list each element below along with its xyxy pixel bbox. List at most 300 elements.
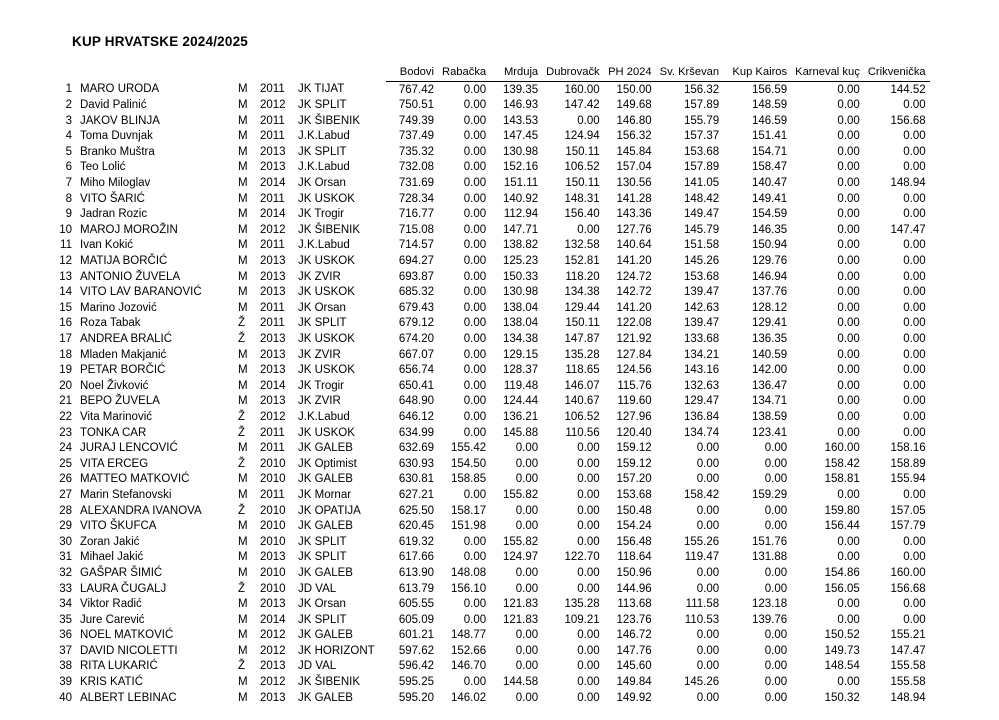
cell-mrduja: 155.82 xyxy=(502,488,539,501)
cell-crikvenicka: 157.79 xyxy=(890,520,926,533)
cell-rank: 19 xyxy=(59,364,72,377)
cell-karnevalski-kup: 0.00 xyxy=(837,613,860,626)
cell-bodovi: 630.93 xyxy=(398,457,434,470)
cell-sv-krsevan: 157.89 xyxy=(683,99,720,112)
cell-rank: 24 xyxy=(59,442,72,455)
cell-bodovi: 619.32 xyxy=(398,535,434,548)
cell-sex: M xyxy=(238,379,248,392)
cell-crikvenicka: 157.05 xyxy=(890,504,926,517)
cell-sv-krsevan: 0.00 xyxy=(696,457,720,470)
cell-name: GAŠPAR ŠIMIĆ xyxy=(80,566,163,579)
cell-karnevalski-kup: 0.00 xyxy=(837,379,860,392)
column-header-sex xyxy=(234,66,256,82)
cell-karnevalski-kup: 0.00 xyxy=(837,598,860,611)
cell-bodovi: 650.41 xyxy=(398,379,434,392)
cell-karnevalski-kup: 0.00 xyxy=(837,270,860,283)
cell-ph-2024: 153.68 xyxy=(616,488,652,501)
cell-sex: M xyxy=(238,99,248,112)
cell-rabacka: 0.00 xyxy=(463,177,487,190)
cell-mrduja: 145.88 xyxy=(502,426,539,439)
cell-sv-krsevan: 153.68 xyxy=(683,270,720,283)
cell-rank: 36 xyxy=(59,629,72,642)
cell-bodovi: 597.62 xyxy=(398,644,434,657)
cell-mrduja: 121.83 xyxy=(502,598,539,611)
cell-bodovi: 625.50 xyxy=(398,504,434,517)
cell-name: VITO LAV BARANOVIĆ xyxy=(80,286,202,299)
cell-rabacka: 146.70 xyxy=(450,660,487,673)
cell-rank: 4 xyxy=(65,130,72,143)
cell-karnevalski-kup: 0.00 xyxy=(837,161,860,174)
cell-club: J.K.Labud xyxy=(298,239,350,252)
cell-dubrovacka: 0.00 xyxy=(577,644,600,657)
cell-karnevalski-kup: 0.00 xyxy=(837,208,860,221)
cell-bodovi: 596.42 xyxy=(398,660,434,673)
cell-karnevalski-kup: 154.86 xyxy=(824,566,860,579)
cell-ph-2024: 149.68 xyxy=(616,99,652,112)
cell-sv-krsevan: 145.79 xyxy=(683,223,720,236)
cell-rank: 37 xyxy=(59,644,72,657)
cell-name: ANTONIO ŽUVELA xyxy=(80,270,181,283)
cell-rank: 8 xyxy=(65,192,72,205)
cell-dubrovacka: 0.00 xyxy=(577,114,600,127)
cell-club: JK SPLIT xyxy=(298,613,347,626)
cell-rabacka: 146.02 xyxy=(450,691,487,704)
cell-mrduja: 152.16 xyxy=(502,161,539,174)
cell-bodovi: 620.45 xyxy=(398,520,434,533)
cell-mrduja: 130.98 xyxy=(502,286,539,299)
cell-crikvenicka: 0.00 xyxy=(903,598,926,611)
cell-year: 2012 xyxy=(260,223,286,236)
cell-rank: 14 xyxy=(59,286,72,299)
cell-year: 2011 xyxy=(260,239,285,252)
column-header-ph-2024: PH 2024 xyxy=(604,66,656,82)
cell-crikvenicka: 147.47 xyxy=(890,223,926,236)
cell-crikvenicka: 0.00 xyxy=(903,488,926,501)
cell-rank: 6 xyxy=(65,161,72,174)
table-row xyxy=(46,643,930,659)
cell-dubrovacka: 146.07 xyxy=(564,379,600,392)
cell-rank: 30 xyxy=(59,535,72,548)
cell-mrduja: 150.33 xyxy=(502,270,539,283)
cell-ph-2024: 150.48 xyxy=(616,504,652,517)
column-header-dubrovacka: Dubrovačk xyxy=(542,66,603,82)
cell-bodovi: 656.74 xyxy=(398,364,434,377)
cell-sv-krsevan: 149.47 xyxy=(683,208,720,221)
cell-mrduja: 119.48 xyxy=(503,379,539,392)
cell-sex: M xyxy=(238,395,248,408)
cell-crikvenicka: 155.21 xyxy=(890,629,926,642)
cell-karnevalski-kup: 0.00 xyxy=(837,239,860,252)
cell-bodovi: 767.42 xyxy=(398,83,434,96)
cell-karnevalski-kup: 0.00 xyxy=(837,488,860,501)
cell-club: JK Optimist xyxy=(298,457,357,470)
cell-sex: M xyxy=(238,255,248,268)
cell-ph-2024: 156.48 xyxy=(616,535,652,548)
cell-karnevalski-kup: 0.00 xyxy=(837,426,860,439)
cell-sv-krsevan: 134.21 xyxy=(683,348,720,361)
cell-karnevalski-kup: 0.00 xyxy=(837,286,860,299)
cell-sex: Ž xyxy=(238,504,246,517)
cell-crikvenicka: 0.00 xyxy=(903,161,926,174)
cell-name: NOEL MATKOVIĆ xyxy=(80,629,174,642)
cell-name: TONKA CAR xyxy=(80,426,147,439)
cell-sv-krsevan: 0.00 xyxy=(696,473,720,486)
cell-rank: 23 xyxy=(59,426,72,439)
cell-club: JK Orsan xyxy=(298,177,346,190)
cell-bodovi: 694.27 xyxy=(398,255,434,268)
cell-kup-kairos: 128.12 xyxy=(751,301,788,314)
cell-rabacka: 0.00 xyxy=(463,410,487,423)
cell-bodovi: 679.43 xyxy=(398,301,434,314)
cell-sex: M xyxy=(238,223,248,236)
cell-kup-kairos: 123.18 xyxy=(751,598,788,611)
column-header-club xyxy=(294,66,386,82)
cell-bodovi: 605.55 xyxy=(398,598,434,611)
cell-kup-kairos: 158.47 xyxy=(751,161,788,174)
cell-rank: 3 xyxy=(65,114,72,127)
cell-rank: 15 xyxy=(59,301,72,314)
column-header-bodovi: Bodovi xyxy=(386,66,438,82)
cell-sv-krsevan: 132.63 xyxy=(683,379,720,392)
cell-crikvenicka: 0.00 xyxy=(903,99,926,112)
cell-year: 2013 xyxy=(260,161,286,174)
cell-year: 2013 xyxy=(260,255,286,268)
cell-mrduja: 136.21 xyxy=(502,410,539,423)
table-row xyxy=(46,503,930,519)
cell-club: JK GALEB xyxy=(298,629,353,642)
cell-ph-2024: 145.60 xyxy=(616,660,652,673)
cell-mrduja: 143.53 xyxy=(502,114,539,127)
cell-rabacka: 0.00 xyxy=(463,161,487,174)
column-header-year xyxy=(256,66,294,82)
cell-kup-kairos: 148.59 xyxy=(751,99,788,112)
cell-year: 2011 xyxy=(260,488,285,501)
cell-karnevalski-kup: 150.32 xyxy=(824,691,860,704)
cell-club: JK Trogir xyxy=(298,208,345,221)
cell-rank: 27 xyxy=(59,488,72,501)
table-row xyxy=(46,222,930,238)
cell-rank: 17 xyxy=(59,333,72,345)
cell-sv-krsevan: 139.47 xyxy=(683,286,720,299)
cell-rabacka: 0.00 xyxy=(463,426,487,439)
cell-dubrovacka: 147.87 xyxy=(564,333,600,345)
cell-rank: 1 xyxy=(65,83,72,96)
table-row xyxy=(46,207,930,223)
cell-club: J.K.Labud xyxy=(298,161,350,174)
cell-club: J.K.Labud xyxy=(298,410,350,423)
cell-year: 2012 xyxy=(260,410,286,423)
cell-crikvenicka: 144.52 xyxy=(890,83,926,96)
table-row xyxy=(46,441,930,457)
cell-kup-kairos: 0.00 xyxy=(764,582,788,595)
cell-mrduja: 0.00 xyxy=(515,660,539,673)
cell-kup-kairos: 154.59 xyxy=(751,208,788,221)
page-title: KUP HRVATSKE 2024/2025 xyxy=(72,34,248,49)
table-row xyxy=(46,238,930,254)
cell-sv-krsevan: 119.47 xyxy=(684,551,720,564)
cell-crikvenicka: 147.47 xyxy=(890,644,926,657)
cell-club: JK GALEB xyxy=(298,442,353,455)
cell-name: Marin Stefanovski xyxy=(80,488,172,501)
cell-sex: M xyxy=(238,192,248,205)
cell-dubrovacka: 0.00 xyxy=(577,520,600,533)
cell-sv-krsevan: 145.26 xyxy=(683,255,720,268)
cell-rank: 22 xyxy=(59,410,72,423)
cell-sex: M xyxy=(238,83,248,96)
table-row xyxy=(46,628,930,644)
cell-dubrovacka: 0.00 xyxy=(577,457,600,470)
cell-ph-2024: 150.96 xyxy=(616,566,652,579)
cell-mrduja: 155.82 xyxy=(502,535,539,548)
cell-club: JD VAL xyxy=(298,660,337,673)
cell-rank: 12 xyxy=(59,255,72,268)
cell-kup-kairos: 159.29 xyxy=(751,488,788,501)
cell-name: ANDREA BRALIĆ xyxy=(80,333,173,345)
cell-rabacka: 0.00 xyxy=(463,333,487,345)
cell-ph-2024: 149.84 xyxy=(616,676,652,689)
cell-sv-krsevan: 136.84 xyxy=(683,410,720,423)
cell-rank: 5 xyxy=(65,145,72,158)
table-body xyxy=(46,82,930,706)
cell-crikvenicka: 0.00 xyxy=(903,286,926,299)
cell-dubrovacka: 0.00 xyxy=(577,582,600,595)
cell-kup-kairos: 129.76 xyxy=(751,255,788,268)
cell-sex: Ž xyxy=(238,457,246,470)
cell-mrduja: 140.92 xyxy=(502,192,539,205)
table-row xyxy=(46,394,930,410)
cell-mrduja: 138.04 xyxy=(502,301,539,314)
cell-sv-krsevan: 157.89 xyxy=(683,161,720,174)
cell-club: JD VAL xyxy=(298,582,337,595)
cell-sv-krsevan: 129.47 xyxy=(683,395,720,408)
column-header-crikvenicka: Crikvenička xyxy=(864,66,930,82)
cell-rank: 9 xyxy=(65,208,72,221)
cell-sex: M xyxy=(238,488,248,501)
cell-dubrovacka: 0.00 xyxy=(577,442,600,455)
cell-year: 2012 xyxy=(260,629,286,642)
cell-rank: 28 xyxy=(59,504,72,517)
cell-crikvenicka: 158.89 xyxy=(890,457,926,470)
cell-kup-kairos: 123.41 xyxy=(751,426,788,439)
cell-club: JK ZVIR xyxy=(298,395,341,408)
cell-sex: M xyxy=(238,177,248,190)
cell-sv-krsevan: 0.00 xyxy=(696,629,720,642)
cell-rank: 21 xyxy=(59,395,72,408)
cell-karnevalski-kup: 0.00 xyxy=(837,535,860,548)
cell-name: VITO ŠKUFCA xyxy=(80,520,157,533)
table-row xyxy=(46,98,930,114)
cell-bodovi: 627.21 xyxy=(398,488,434,501)
cell-sex: M xyxy=(238,161,248,174)
cell-name: David Palinić xyxy=(80,99,147,112)
cell-sex: Ž xyxy=(238,317,246,330)
cell-bodovi: 674.20 xyxy=(398,333,434,345)
cell-rank: 35 xyxy=(59,613,72,626)
cell-bodovi: 715.08 xyxy=(398,223,434,236)
column-header-rabacka: Rabačka xyxy=(438,66,490,82)
table-row xyxy=(46,363,930,379)
cell-dubrovacka: 135.28 xyxy=(564,598,600,611)
cell-mrduja: 0.00 xyxy=(515,691,539,704)
cell-club: JK SPLIT xyxy=(298,145,347,158)
cell-name: LAURA ČUGALJ xyxy=(80,582,167,595)
cell-rabacka: 0.00 xyxy=(463,114,487,127)
cell-sex: M xyxy=(238,644,248,657)
cell-rabacka: 0.00 xyxy=(463,223,487,236)
cell-crikvenicka: 0.00 xyxy=(903,535,926,548)
cell-name: Jure Carević xyxy=(80,613,145,626)
cell-name: DAVID NICOLETTI xyxy=(80,644,178,657)
cell-bodovi: 632.69 xyxy=(398,442,434,455)
cell-mrduja: 138.82 xyxy=(502,239,539,252)
cell-karnevalski-kup: 0.00 xyxy=(837,130,860,143)
cell-sex: Ž xyxy=(238,426,246,439)
cell-sex: M xyxy=(238,348,248,361)
cell-rabacka: 0.00 xyxy=(463,488,487,501)
cell-bodovi: 667.07 xyxy=(398,348,434,361)
cell-crikvenicka: 0.00 xyxy=(903,255,926,268)
cell-bodovi: 750.51 xyxy=(398,99,434,112)
cell-bodovi: 728.34 xyxy=(398,192,434,205)
cell-year: 2010 xyxy=(260,566,286,579)
cell-rabacka: 152.66 xyxy=(450,644,487,657)
cell-name: Noel Živković xyxy=(80,379,149,392)
cell-name: Teo Lolić xyxy=(80,161,126,174)
cell-bodovi: 731.69 xyxy=(398,177,434,190)
cell-crikvenicka: 155.58 xyxy=(890,676,926,689)
cell-year: 2013 xyxy=(260,145,286,158)
cell-name: MATTEO MATKOVIĆ xyxy=(80,473,190,486)
cell-year: 2013 xyxy=(260,395,286,408)
cell-sv-krsevan: 0.00 xyxy=(696,691,720,704)
cell-kup-kairos: 0.00 xyxy=(764,691,788,704)
cell-crikvenicka: 0.00 xyxy=(903,613,926,626)
cell-sex: M xyxy=(238,551,248,564)
table-row xyxy=(46,425,930,441)
cell-sv-krsevan: 0.00 xyxy=(696,644,720,657)
table-row xyxy=(46,690,930,706)
cell-club: JK GALEB xyxy=(298,566,353,579)
cell-name: VITO ŠARIĆ xyxy=(80,192,145,205)
cell-mrduja: 124.97 xyxy=(502,551,539,564)
cell-crikvenicka: 148.94 xyxy=(890,177,926,190)
cell-name: Zoran Jakić xyxy=(80,535,140,548)
cell-rabacka: 148.08 xyxy=(450,566,487,579)
cell-mrduja: 0.00 xyxy=(515,457,539,470)
cell-crikvenicka: 0.00 xyxy=(903,239,926,252)
cell-sex: M xyxy=(238,286,248,299)
table-row xyxy=(46,675,930,691)
cell-bodovi: 601.21 xyxy=(398,629,434,642)
cell-name: ALEXANDRA IVANOVA xyxy=(80,504,202,517)
cell-rabacka: 0.00 xyxy=(463,364,487,377)
cell-sex: M xyxy=(238,613,248,626)
cell-ph-2024: 122.08 xyxy=(616,317,652,330)
cell-club: JK ZVIR xyxy=(298,270,341,283)
cell-club: JK USKOK xyxy=(298,364,355,377)
cell-crikvenicka: 0.00 xyxy=(903,410,926,423)
cell-karnevalski-kup: 159.80 xyxy=(824,504,860,517)
cell-dubrovacka: 0.00 xyxy=(577,691,600,704)
cell-dubrovacka: 134.38 xyxy=(564,286,600,299)
cell-mrduja: 129.15 xyxy=(502,348,539,361)
cell-sv-krsevan: 141.05 xyxy=(683,177,720,190)
cell-kup-kairos: 0.00 xyxy=(764,644,788,657)
cell-year: 2011 xyxy=(260,442,285,455)
cell-rabacka: 0.00 xyxy=(463,270,487,283)
cell-name: KRIS KATIĆ xyxy=(80,676,144,689)
cell-year: 2011 xyxy=(260,426,285,439)
cell-rabacka: 0.00 xyxy=(463,379,487,392)
table-row xyxy=(46,316,930,332)
cell-ph-2024: 144.96 xyxy=(616,582,652,595)
cell-sex: M xyxy=(238,239,248,252)
cell-sv-krsevan: 153.68 xyxy=(683,145,720,158)
cell-mrduja: 147.45 xyxy=(502,130,539,143)
cell-club: JK Mornar xyxy=(298,488,352,501)
cell-year: 2010 xyxy=(260,582,286,595)
cell-karnevalski-kup: 148.54 xyxy=(824,660,860,673)
cell-dubrovacka: 110.56 xyxy=(565,426,600,439)
cell-mrduja: 134.38 xyxy=(502,333,539,345)
cell-year: 2010 xyxy=(260,504,286,517)
cell-year: 2011 xyxy=(260,83,285,96)
cell-crikvenicka: 0.00 xyxy=(903,192,926,205)
cell-sv-krsevan: 151.58 xyxy=(683,239,720,252)
cell-sex: M xyxy=(238,676,248,689)
cell-crikvenicka: 0.00 xyxy=(903,270,926,283)
cell-sex: M xyxy=(238,301,248,314)
cell-dubrovacka: 150.11 xyxy=(565,317,600,330)
cell-rabacka: 0.00 xyxy=(463,301,487,314)
cell-kup-kairos: 146.35 xyxy=(751,223,788,236)
cell-karnevalski-kup: 0.00 xyxy=(837,317,860,330)
cell-crikvenicka: 0.00 xyxy=(903,348,926,361)
table-row xyxy=(46,487,930,503)
table-row xyxy=(46,160,930,176)
table-row xyxy=(46,144,930,160)
table-header xyxy=(46,66,930,82)
cell-club: JK Orsan xyxy=(298,598,346,611)
cell-kup-kairos: 136.35 xyxy=(751,333,788,345)
cell-club: JK GALEB xyxy=(298,691,353,704)
cell-rank: 18 xyxy=(59,348,72,361)
cell-mrduja: 0.00 xyxy=(515,566,539,579)
cell-dubrovacka: 0.00 xyxy=(577,223,600,236)
cell-ph-2024: 154.24 xyxy=(616,520,652,533)
cell-name: MATIJA BORČIĆ xyxy=(80,255,168,268)
cell-rabacka: 0.00 xyxy=(463,208,487,221)
cell-name: Roza Tabak xyxy=(80,317,141,330)
cell-year: 2010 xyxy=(260,457,286,470)
cell-kup-kairos: 137.76 xyxy=(751,286,788,299)
cell-dubrovacka: 135.28 xyxy=(564,348,600,361)
cell-ph-2024: 141.20 xyxy=(616,255,652,268)
cell-ph-2024: 147.76 xyxy=(616,644,652,657)
cell-karnevalski-kup: 0.00 xyxy=(837,301,860,314)
cell-kup-kairos: 0.00 xyxy=(764,660,788,673)
cell-karnevalski-kup: 0.00 xyxy=(837,145,860,158)
cell-rank: 29 xyxy=(59,520,72,533)
cell-sv-krsevan: 157.37 xyxy=(683,130,720,143)
cell-bodovi: 634.99 xyxy=(398,426,434,439)
cell-rabacka: 0.00 xyxy=(463,83,487,96)
cell-bodovi: 648.90 xyxy=(398,395,434,408)
cell-karnevalski-kup: 0.00 xyxy=(837,395,860,408)
cell-club: JK SPLIT xyxy=(298,535,347,548)
cell-bodovi: 630.81 xyxy=(398,473,434,486)
cell-rank: 25 xyxy=(59,457,72,470)
